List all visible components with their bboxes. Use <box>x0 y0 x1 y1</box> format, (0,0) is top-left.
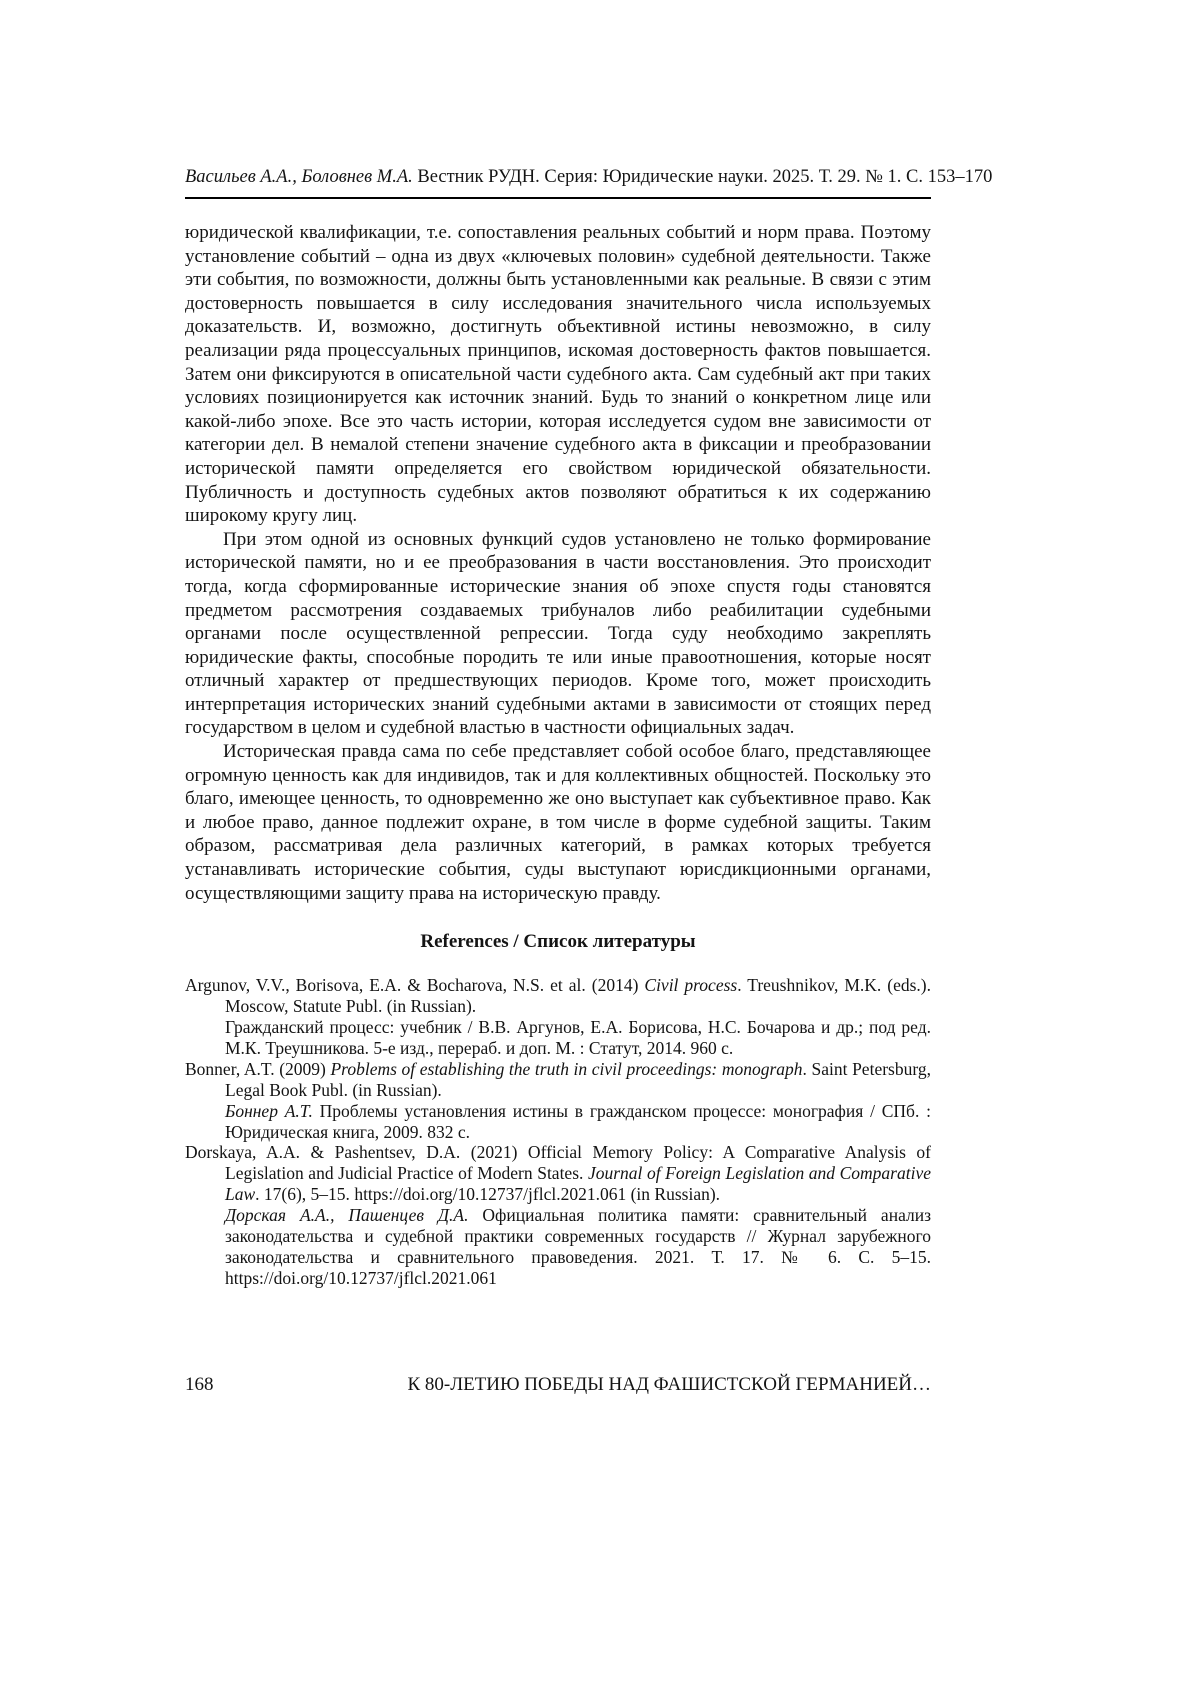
reference-entry-ru <box>185 1017 931 1059</box>
reference-text: Bonner, A.T. (2009) <box>185 1058 331 1079</box>
references-heading: References / Список литературы <box>420 931 696 953</box>
header-divider <box>185 197 931 199</box>
header-citation: Вестник РУДН. Серия: Юридические науки. 2025. Т. 29. № 1. С. 153–170 <box>412 167 993 187</box>
reference-text: Официальная политика памяти: сравнительный анализ законодательства и судебной практики современных государств // Журнал зарубежного законодательства и сравнительного правоведения. 2021. Т. 17. № 6. С. 5–15. <box>225 1205 931 1267</box>
reference-text: (in Russian). <box>626 1184 721 1205</box>
body-paragraph: Историческая правда сама по себе представляет собой особое благо, представляющее огромную ценность как для индивидов, так и для коллективных общностей. Поскольку это благо, имеющее ценность, то одновременно же оно выступает как субъективное право. Как и любое право, данное подлежит охране, в том числе в форме судебной защиты. Таким образом, рассматривая дела различных категорий, в рамках которых требуется устанавливать исторические события, суды выступают юрисдикционными органами, осуществляющими защиту права на историческую правду. <box>185 741 931 904</box>
body-paragraph: юридической квалификации, т.е. сопоставления реальных событий и норм права. Поэтому установление событий – одна из двух «ключевых половин» судебной деятельности. Также эти события, по возможности, должны быть установленными как реальные. В связи с этим достоверность повышается в силу исследования значительного числа используемых доказательств. И, возможно, достигнуть объективной истины невозможно, в силу реализации ряда процессуальных принципов, искомая достоверность фактов повышается. Затем они фиксируются в описательной части судебного акта. Сам судебный акт при таких условиях позиционируется как источник знаний. Будь то знаний о конкретном лице или какой-либо эпохе. Все это часть истории, которая исследуется судом вне зависимости от категории дел. В немалой степени значение судебного акта в фиксации и преобразовании исторической памяти определяется его свойством юридической обязательности. Публичность и доступность судебных актов позволяют обратиться к их содержанию широкому кругу лиц. <box>185 222 931 527</box>
page-number: 168 <box>185 1374 214 1395</box>
reference-title-italic: Problems of establishing the truth in civil proceedings: monograph <box>330 1058 803 1079</box>
reference-entry-en <box>185 1059 931 1101</box>
running-title: К 80-ЛЕТИЮ ПОБЕДЫ НАД ФАШИСТСКОЙ ГЕРМАНИЕЙ… <box>407 1374 931 1395</box>
page-header <box>185 166 993 188</box>
references-list <box>185 975 931 1289</box>
reference-text: . 17(6), 5–15. <box>255 1184 355 1205</box>
reference-journal-italic: Journal of Foreign Legislation and Comparative Law <box>225 1163 932 1205</box>
reference-entry-en <box>185 975 931 1017</box>
reference-text: Dorskaya, A.A. & Pashentsev, D.A. (2021) Official Memory Policy: A Comparative Analysis of Legislation and Judicial Practice of Modern States. <box>185 1142 931 1184</box>
header-authors: Васильев А.А., Боловнев М.А. <box>185 167 413 187</box>
reference-text: . Saint Petersburg, Legal Book Publ. (in Russian). <box>225 1058 931 1100</box>
reference-authors-italic: Боннер А.Т. <box>225 1100 313 1121</box>
reference-title-italic: Civil process <box>644 975 738 996</box>
reference-text: Гражданский процесс: учебник / В.В. Аргунов, Е.А. Борисова, Н.С. Бочарова и др.; под ред. М.К. Треушникова. 5-е изд., перераб. и доп. М. : Статут, 2014. 960 с. <box>225 1017 931 1058</box>
reference-text: . Treushnikov, M.K. (eds.). Moscow, Statute Publ. (in Russian). <box>225 975 931 1017</box>
page-content <box>185 166 993 1289</box>
reference-entry-ru <box>185 1205 931 1289</box>
reference-entry-ru <box>185 1101 931 1143</box>
page-footer <box>185 1374 931 1396</box>
reference-authors-italic: Дорская А.А., Пашенцев Д.А. <box>225 1205 469 1226</box>
reference-text: Проблемы установления истины в гражданском процессе: монография / СПб. : Юридическая книга, 2009. 832 с. <box>225 1100 931 1142</box>
reference-entry-en <box>185 1142 931 1205</box>
reference-text: Argunov, V.V., Borisova, E.A. & Bocharova, N.S. et al. (2014) <box>185 975 645 996</box>
body-paragraph: При этом одной из основных функций судов установлено не только формирование исторической памяти, но и ее преобразования в части восстановления. Это происходит тогда, когда сформированные исторические знания об эпохе спустя годы становятся предметом рассмотрения создаваемых трибуналов либо реабилитации судебными органами после осуществленной репрессии. Тогда суду необходимо закреплять юридические факты, способные породить те или иные правоотношения, которые носят отличный характер от предшествующих периодов. Кроме того, может происходить интерпретация исторических знаний судебными актами в зависимости от стоящих перед государством в целом и судебной властью в частности официальных задач. <box>185 528 931 739</box>
doi-link[interactable]: https://doi.org/10.12737/jflcl.2021.061 <box>225 1267 497 1288</box>
doi-link[interactable]: https://doi.org/10.12737/jflcl.2021.061 <box>354 1184 627 1205</box>
